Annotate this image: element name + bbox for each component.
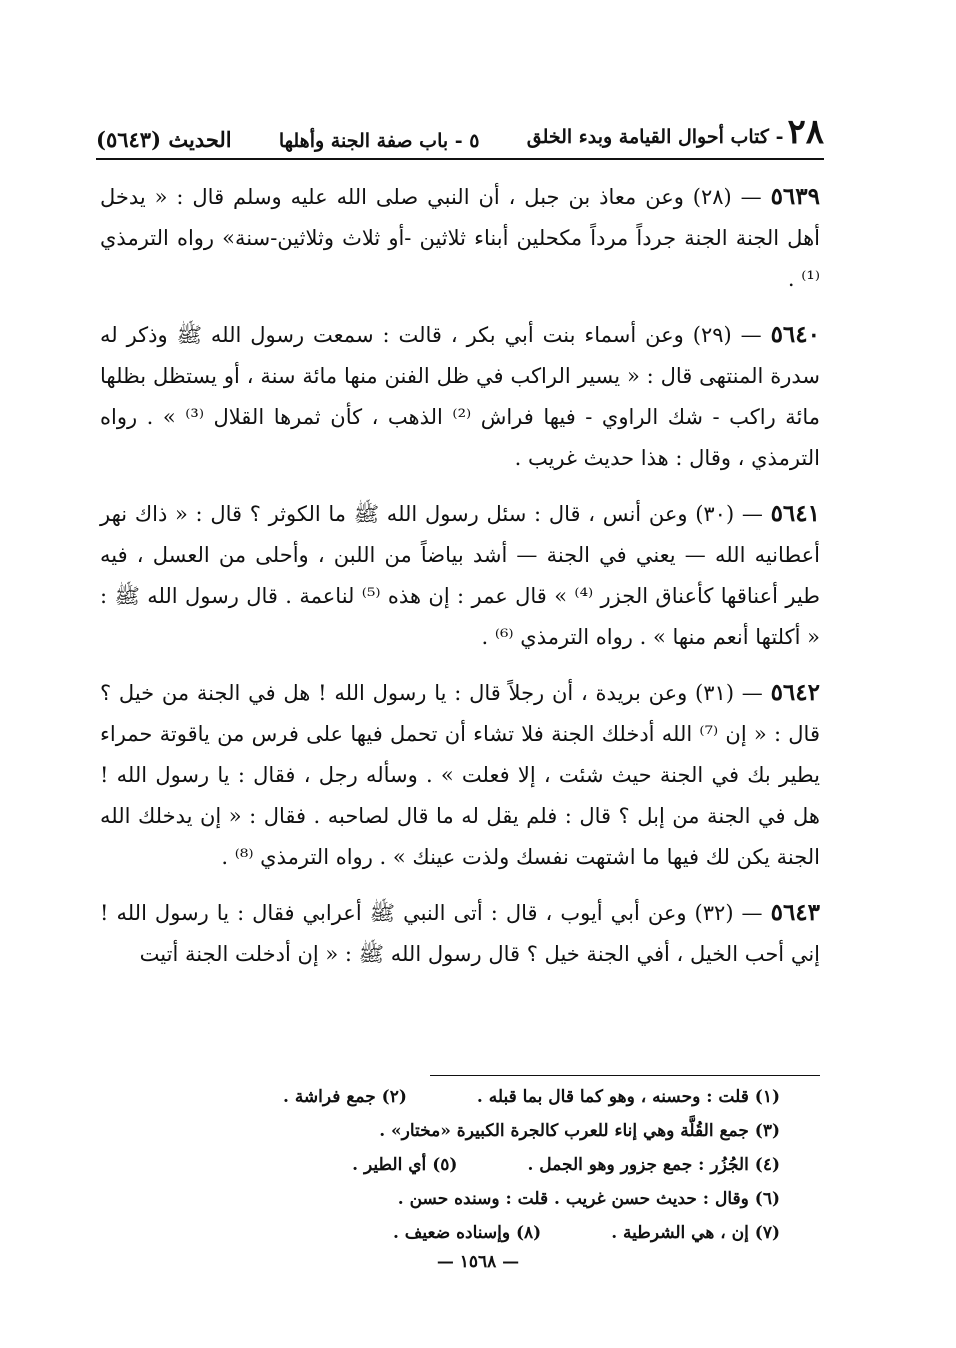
footnote-6: (٦) وقال : حديث حسن غريب . قلت : وسنده حسن . (397, 1189, 780, 1209)
hadith-text: — (٣١) وعن بريدة ، أن رجلاً قال : يا رسول الله ! هل في الجنة من خيل ؟ قال : « إن ⁽⁷⁾ الله أدخلك الجنة فلا تشاء أن تحمل فيها على فرس من ياقوتة حمراء يطير بك في الجنة حيث شئت ، إلا فعلت » . وسأله رجل ، فقال : يا رسول الله ! هل في الجنة من إبل ؟ قال : فلم يقل له ما قال لصاحبه . فقال : « إن يدخلك الله الجنة يكن لك فيها ما اشتهت نفسك ولذت عينك » . رواه الترمذي ⁽⁸⁾ . (100, 681, 820, 869)
footnote-8: (٨) وإسناده ضعيف . (392, 1223, 542, 1243)
running-header (96, 102, 824, 160)
footnote-divider (430, 1075, 820, 1076)
hadith-text: — (٢٩) وعن أسماء بنت أبي بكر ، قالت : سمعت رسول الله ﷺ وذكر له سدرة المنتهى قال : « يسير الراكب في ظل الفنن منها مائة سنة ، أو يستظل بظلها مائة راكب - شك الراوي - فيها فراش ⁽²⁾ الذهب ، كأن ثمرها القلال ⁽³⁾ » . رواه الترمذي ، وقال : هذا حديث غريب . (100, 323, 821, 470)
hadith-number: ٥٦٤٣ (770, 899, 821, 926)
footnote-3: (٣) جمع القُلَّة وهي إناء للعرب كالجرة الكبيرة «مختار» . (379, 1121, 780, 1141)
footnote-4: (٤) الجُزُر : جمع جزور وهو الجمل . (527, 1155, 780, 1175)
hadith-number: ٥٦٤١ (770, 500, 820, 527)
footnote-2: (٢) جمع فراشة . (282, 1087, 407, 1107)
hadith-entry (100, 176, 820, 300)
footnote-7: (٧) إن ، هي الشرطية . (611, 1223, 780, 1243)
page-footer-number: — ١٥٦٨ — (436, 1252, 520, 1272)
page-body (100, 176, 820, 989)
hadith-range: الحديث (٥٦٤٣) (96, 127, 232, 152)
footnote-1: (١) قلت : وحسنه ، وهو كما قال بما قبله . (476, 1087, 780, 1107)
hadith-number: ٥٦٤٢ (770, 679, 820, 706)
hadith-entry (100, 672, 820, 878)
hadith-entry (100, 314, 820, 479)
page-number: ٢٨ (787, 112, 824, 152)
hadith-text: — (٣٠) وعن أنس ، قال : سئل رسول الله ﷺ ما الكوثر ؟ قال : « ذاك نهر أعطانيه الله — يعني في الجنة — أشد بياضاً من اللبن ، وأحلى من العسل ، فيه طير أعناقها كأعناق الجزر ⁽⁴⁾ » قال عمر : إن هذه ⁽⁵⁾ لناعمة . قال رسول الله ﷺ : « أكلتها أنعم منها » . رواه الترمذي ⁽⁶⁾ . (100, 502, 820, 649)
footnote-5: (٥) أي الطير . (352, 1155, 458, 1175)
footnote-row (140, 1114, 780, 1148)
hadith-text: — (٣٢) وعن أبي أيوب ، قال : أتى النبي ﷺ أعرابي فقال : يا رسول الله ! إني أحب الخيل ، أفي الجنة خيل ؟ قال رسول الله ﷺ : « إن أدخلت الجنة أتيت (100, 901, 820, 966)
hadith-entry (100, 493, 820, 658)
footnotes (140, 1080, 780, 1250)
hadith-entry (100, 892, 820, 975)
book-name: - كتاب أحوال القيامة وبدء الخلق (526, 126, 784, 148)
footnote-row (140, 1182, 780, 1216)
chapter-title: ٥ - باب صفة الجنة وأهلها (278, 130, 480, 152)
footnote-row (140, 1216, 780, 1250)
hadith-text: — (٢٨) وعن معاذ بن جبل ، أن النبي صلى الله عليه وسلم قال : « يدخل أهل الجنة الجنة جرداً مرداً مكحلين أبناء ثلاثين -أو ثلاث وثلاثين-سنة» رواه الترمذي ⁽¹⁾ . (100, 185, 820, 291)
hadith-number: ٥٦٤٠ (770, 321, 820, 348)
footnote-row (140, 1148, 780, 1182)
book-title (527, 112, 824, 158)
hadith-number: ٥٦٣٩ (770, 183, 820, 210)
footnote-row (140, 1080, 780, 1114)
